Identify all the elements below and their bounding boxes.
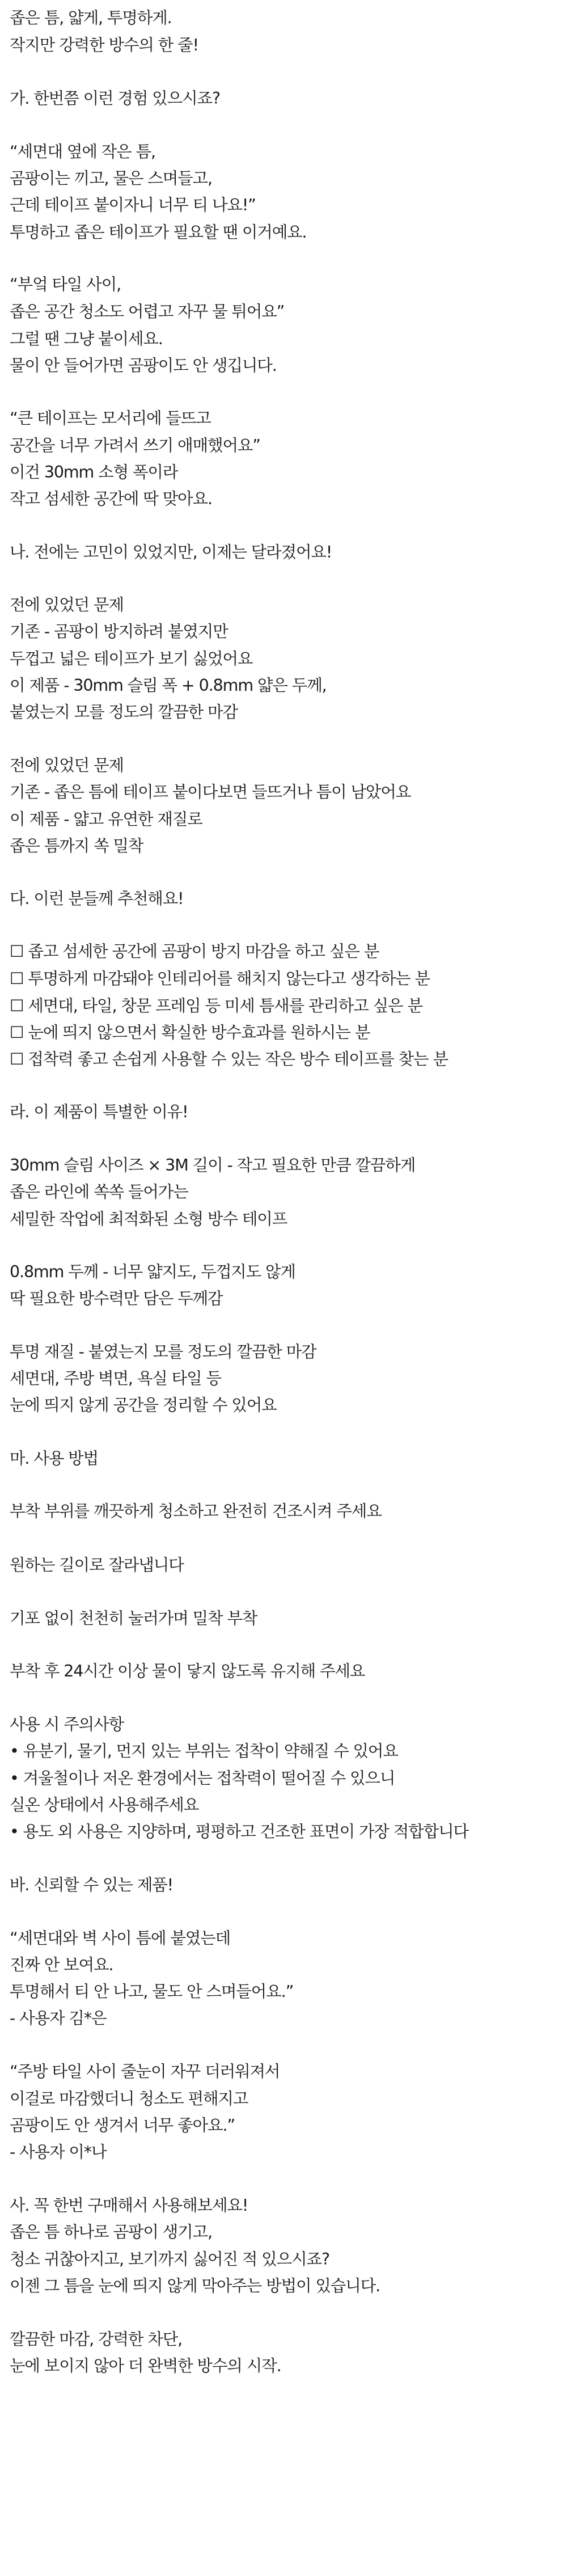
- text-line: 세밀한 작업에 최적화된 소형 방수 테이프: [10, 1210, 287, 1228]
- text-line: 이젠 그 틈을 눈에 띄지 않게 막아주는 방법이 있습니다.: [10, 2277, 380, 2295]
- text-line: 좁은 라인에 쏙쏙 들어가는: [10, 1183, 188, 1201]
- text-line: 진짜 안 보여요.: [10, 1956, 113, 1974]
- text-line: 실온 상태에서 사용해주세요: [10, 1796, 199, 1814]
- text-line: 깔끔한 마감, 강력한 차단,: [10, 2330, 183, 2349]
- text-line: 부착 후 24시간 이상 물이 닿지 않도록 유지해 주세요: [10, 1662, 365, 1680]
- text-line: “큰 테이프는 모서리에 들뜨고: [10, 409, 211, 428]
- text-line: 이 제품 - 30mm 슬림 폭 + 0.8mm 얇은 두께,: [10, 676, 327, 695]
- text-line: 전에 있었던 문제: [10, 756, 124, 775]
- text-line: ☐ 접착력 좋고 손쉽게 사용할 수 있는 작은 방수 테이프를 찾는 분: [10, 1050, 448, 1069]
- text-line: 사. 꼭 한번 구매해서 사용해보세요!: [10, 2196, 248, 2215]
- text-line: 투명하고 좁은 테이프가 필요할 땐 이거예요.: [10, 223, 307, 242]
- text-line: 가. 한번쯤 이런 경험 있으시죠?: [10, 89, 220, 108]
- text-line: “부엌 타일 사이,: [10, 275, 121, 294]
- text-line: 좁은 틈 하나로 곰팡이 생기고,: [10, 2223, 212, 2241]
- text-line: 좁은 공간 청소도 어렵고 자꾸 물 튀어요”: [10, 302, 285, 321]
- text-line: 붙였는지 모를 정도의 깔끔한 마감: [10, 703, 238, 721]
- text-line: ☐ 좁고 섬세한 공간에 곰팡이 방지 마감을 하고 싶은 분: [10, 942, 379, 961]
- text-line: - 사용자 김*은: [10, 2009, 107, 2028]
- text-line: ☐ 투명하게 마감돼야 인테리어를 해치지 않는다고 생각하는 분: [10, 969, 430, 988]
- text-line: • 겨울철이나 저온 환경에서는 접착력이 떨어질 수 있으니: [10, 1769, 395, 1788]
- text-line: 작고 섬세한 공간에 딱 맞아요.: [10, 489, 212, 508]
- text-line: “세면대 옆에 작은 틈,: [10, 142, 155, 161]
- text-line: 나. 전에는 고민이 있었지만, 이제는 달라졌어요!: [10, 543, 332, 561]
- text-line: 다. 이런 분들께 추천해요!: [10, 889, 184, 908]
- text-line: 눈에 보이지 않아 더 완벽한 방수의 시작.: [10, 2357, 281, 2375]
- text-line: 물이 안 들어가면 곰팡이도 안 생깁니다.: [10, 356, 277, 375]
- text-line: - 사용자 이*나: [10, 2143, 107, 2161]
- text-line: 그럴 땐 그냥 붙이세요.: [10, 330, 163, 348]
- text-line: 딱 필요한 방수력만 담은 두께감: [10, 1289, 223, 1308]
- text-line: 근데 테이프 붙이자니 너무 티 나요!”: [10, 196, 256, 214]
- text-line: 두껍고 넓은 테이프가 보기 싫었어요: [10, 649, 253, 668]
- text-line: 눈에 띄지 않게 공간을 정리할 수 있어요: [10, 1396, 277, 1414]
- text-line: 세면대, 주방 벽면, 욕실 타일 등: [10, 1369, 221, 1388]
- text-line: 0.8mm 두께 - 너무 얇지도, 두껍지도 않게: [10, 1262, 295, 1281]
- text-line: 전에 있었던 문제: [10, 596, 124, 614]
- text-line: 부착 부위를 깨끗하게 청소하고 완전히 건조시켜 주세요: [10, 1502, 382, 1521]
- text-line: 공간을 너무 가려서 쓰기 애매했어요”: [10, 436, 260, 455]
- text-line: 이걸로 마감했더니 청소도 편해지고: [10, 2089, 248, 2108]
- text-line: “세면대와 벽 사이 틈에 붙였는데: [10, 1929, 231, 1948]
- text-line: 이 제품 - 얇고 유연한 재질로: [10, 810, 202, 829]
- text-line: 곰팡이는 끼고, 물은 스며들고,: [10, 169, 212, 188]
- text-line: 30mm 슬림 사이즈 × 3M 길이 - 작고 필요한 만큼 깔끔하게: [10, 1156, 416, 1175]
- text-line: 청소 귀찮아지고, 보기까지 싫어진 적 있으시죠?: [10, 2250, 329, 2269]
- text-line: 투명 재질 - 붙였는지 모를 정도의 깔끔한 마감: [10, 1342, 316, 1361]
- text-line: 바. 신뢰할 수 있는 제품!: [10, 1876, 174, 1894]
- text-line: 이건 30mm 소형 폭이라: [10, 463, 178, 482]
- text-line: 기포 없이 천천히 눌러가며 밀착 부착: [10, 1609, 257, 1628]
- text-line: “주방 타일 사이 줄눈이 자꾸 더러워져서: [10, 2062, 280, 2081]
- text-line: ☐ 세면대, 타일, 창문 프레임 등 미세 틈새를 관리하고 싶은 분: [10, 996, 422, 1015]
- text-line: 사용 시 주의사항: [10, 1715, 124, 1734]
- text-line: • 유분기, 물기, 먼지 있는 부위는 접착이 약해질 수 있어요: [10, 1742, 398, 1760]
- text-line: 기존 - 곰팡이 방지하려 붙였지만: [10, 622, 228, 641]
- text-line: 곰팡이도 안 생겨서 너무 좋아요.”: [10, 2116, 235, 2135]
- text-line: 라. 이 제품이 특별한 이유!: [10, 1103, 188, 1121]
- text-line: 원하는 길이로 잘라냅니다: [10, 1556, 184, 1574]
- text-line: • 용도 외 사용은 지양하며, 평평하고 건조한 표면이 가장 적합합니다: [10, 1822, 468, 1841]
- text-line: 마. 사용 방법: [10, 1449, 99, 1468]
- text-line: 투명해서 티 안 나고, 물도 안 스며들어요.”: [10, 1982, 294, 2001]
- text-line: ☐ 눈에 띄지 않으면서 확실한 방수효과를 원하시는 분: [10, 1023, 370, 1042]
- text-line: 기존 - 좁은 틈에 테이프 붙이다보면 들뜨거나 틈이 남았어요: [10, 783, 411, 801]
- text-line: 좁은 틈까지 쏙 밀착: [10, 837, 143, 855]
- text-line: 작지만 강력한 방수의 한 줄!: [10, 36, 198, 54]
- text-line: 좁은 틈, 얇게, 투명하게.: [10, 9, 172, 27]
